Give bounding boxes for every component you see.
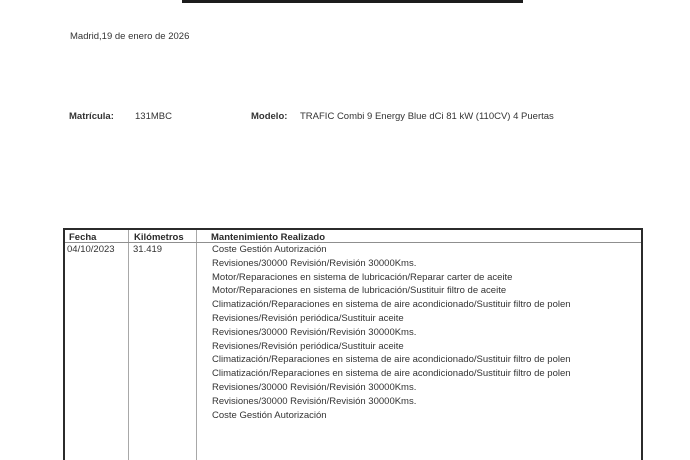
maintenance-item: Climatización/Reparaciones en sistema de aire acondicionado/Sustituir filtro de polen (212, 299, 571, 311)
maintenance-item: Motor/Reparaciones en sistema de lubricación/Reparar carter de aceite (212, 271, 513, 283)
maintenance-item: Revisiones/30000 Revisión/Revisión 30000Kms. (212, 395, 417, 407)
row-kilometros-value: 31.419 (133, 244, 163, 255)
column-header-kilometros: Kilómetros (134, 232, 184, 243)
maintenance-item: Revisiones/30000 Revisión/Revisión 30000Kms. (212, 257, 417, 269)
table-header-row (65, 230, 641, 243)
maintenance-item: Revisiones/30000 Revisión/Revisión 30000Kms. (212, 381, 417, 393)
modelo-label: Modelo: (251, 111, 288, 122)
column-separator-fecha-km (128, 230, 129, 460)
column-header-fecha: Fecha (69, 232, 97, 243)
maintenance-item: Coste Gestión Autorización (212, 409, 327, 421)
row-fecha-value: 04/10/2023 (67, 244, 115, 255)
maintenance-item: Revisiones/30000 Revisión/Revisión 30000Kms. (212, 326, 417, 338)
maintenance-item: Revisiones/Revisión periódica/Sustituir aceite (212, 340, 404, 352)
maintenance-items-list (212, 243, 584, 422)
column-separator-km-mantenimiento (196, 230, 197, 460)
modelo-value: TRAFIC Combi 9 Energy Blue dCi 81 kW (110CV) 4 Puertas (300, 111, 554, 122)
matricula-value: 131MBC (135, 111, 172, 122)
maintenance-item: Climatización/Reparaciones en sistema de aire acondicionado/Sustituir filtro de polen (212, 354, 571, 366)
column-header-mantenimiento: Mantenimiento Realizado (211, 232, 326, 243)
maintenance-item: Climatización/Reparaciones en sistema de aire acondicionado/Sustituir filtro de polen (212, 368, 571, 380)
letterhead-rule (182, 0, 523, 3)
maintenance-table (63, 228, 643, 460)
maintenance-item: Revisiones/Revisión periódica/Sustituir aceite (212, 312, 404, 324)
date-line: Madrid,19 de enero de 2026 (70, 31, 190, 42)
maintenance-item: Coste Gestión Autorización (212, 244, 327, 255)
maintenance-item: Motor/Reparaciones en sistema de lubricación/Sustituir filtro de aceite (212, 285, 507, 297)
matricula-label: Matrícula: (69, 111, 114, 122)
